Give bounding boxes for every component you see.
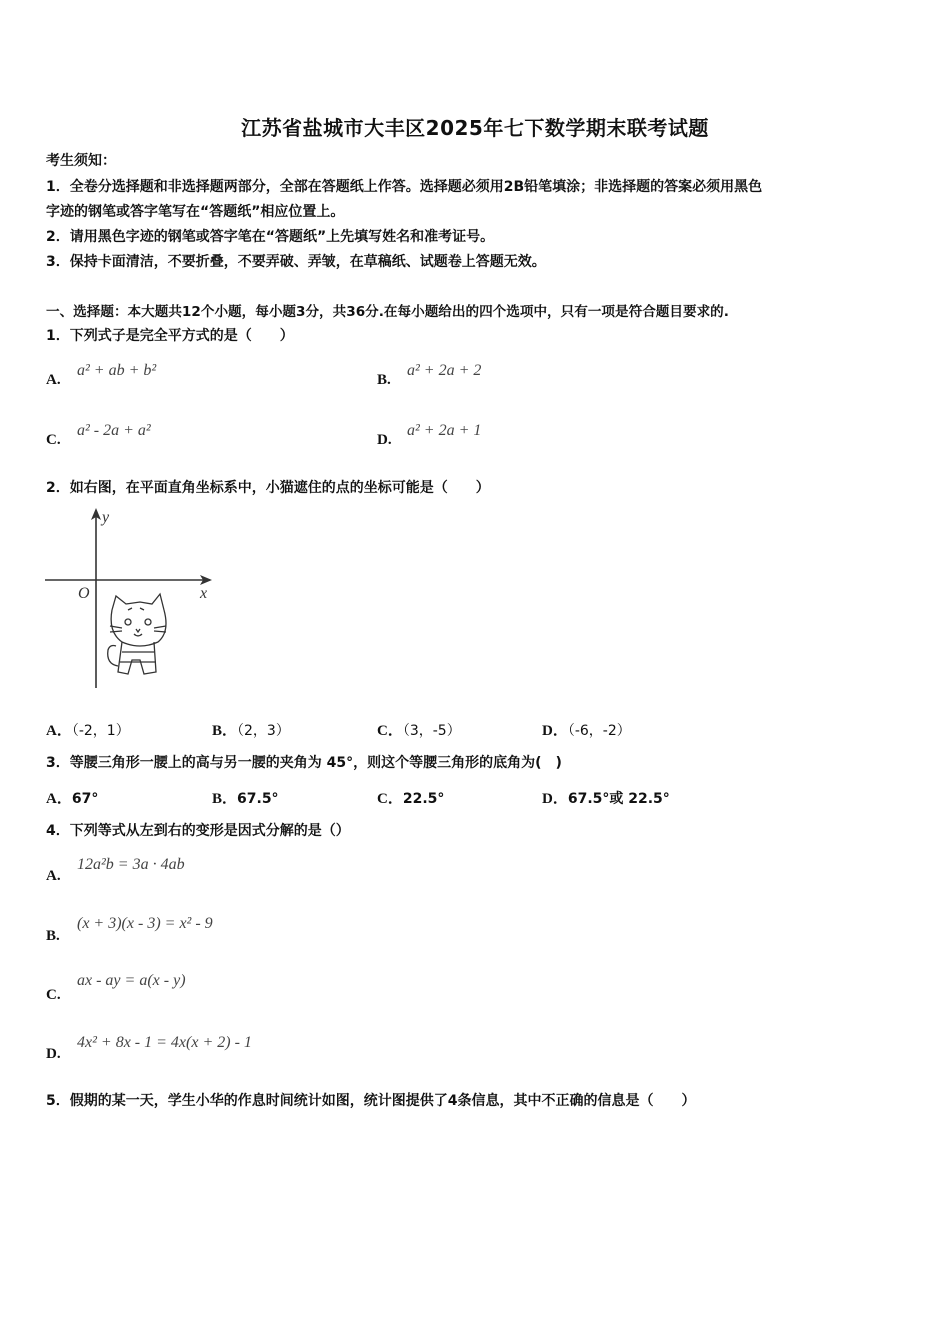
q4-option-b-label: B.: [46, 928, 60, 944]
q2-option-b-text: （2，3）: [237, 723, 290, 739]
q3-option-b-text: 67.5°: [237, 791, 279, 807]
q3-option-d-text: 67.5°或 22.5°: [567, 791, 670, 807]
page-title: 江苏省盐城市大丰区2025年七下数学期末联考试题: [241, 116, 709, 140]
q2-option-a-text: （-2，1）: [71, 723, 130, 739]
coordinate-figure: [40, 500, 230, 695]
question-3-stem: 3．等腰三角形一腰上的高与另一腰的夹角为 45°，则这个等腰三角形的底角为( ): [46, 755, 562, 771]
x-axis-label: x: [200, 585, 208, 602]
q1-option-d-label: D.: [377, 432, 392, 448]
q2-option-d-label: D．: [542, 723, 568, 739]
notice-item-2: 2．请用黑色字迹的钢笔或答字笔在“答题纸”上先填写姓名和准考证号。: [46, 229, 495, 245]
question-4-stem: 4．下列等式从左到右的变形是因式分解的是（）: [46, 823, 350, 839]
question-1-stem: 1．下列式子是完全平方式的是（ ）: [46, 328, 294, 344]
q1-option-b-expr: a² + 2a + 2: [407, 362, 482, 379]
q1-option-a-expr: a² + ab + b²: [77, 362, 157, 379]
q2-option-b-label: B．: [212, 723, 238, 739]
q4-option-c-label: C.: [46, 987, 61, 1003]
q3-option-a-text: 67°: [71, 791, 99, 807]
y-axis-label: y: [102, 509, 110, 526]
q1-option-b-label: B.: [377, 372, 391, 388]
q4-option-b-expr: (x + 3)(x - 3) = x² - 9: [77, 915, 213, 932]
q3-option-c: [377, 787, 444, 808]
q4-option-d-label: D.: [46, 1046, 61, 1062]
q2-option-d-text: （-6，-2）: [567, 723, 631, 739]
q2-option-d: [542, 719, 631, 740]
q1-option-c-label: C.: [46, 432, 61, 448]
notice-item-1-cont: 字迹的钢笔或答字笔写在“答题纸”相应位置上。: [46, 204, 345, 220]
q3-option-d-label: D．: [542, 791, 568, 807]
q2-option-b: [212, 719, 290, 740]
q3-option-b-label: B．: [212, 791, 238, 807]
q2-option-a-label: A．: [46, 723, 72, 739]
q3-option-c-label: C．: [377, 791, 403, 807]
q3-option-b: [212, 787, 279, 808]
question-2-stem: 2．如右图，在平面直角坐标系中，小猫遮住的点的坐标可能是（ ）: [46, 480, 490, 496]
q1-option-c-expr: a² - 2a + a²: [77, 422, 151, 439]
q4-option-c-expr: ax - ay = a(x - y): [77, 972, 186, 989]
cat-illustration: [108, 594, 166, 674]
q4-option-a-label: A.: [46, 868, 61, 884]
q2-option-c-label: C．: [377, 723, 403, 739]
q1-option-a-label: A.: [46, 372, 61, 388]
q3-option-a-label: A．: [46, 791, 72, 807]
q2-option-c-text: （3，-5）: [402, 723, 461, 739]
origin-label: O: [78, 585, 90, 602]
notice-item-3: 3．保持卡面清洁，不要折叠，不要弄破、弄皱，在草稿纸、试题卷上答题无效。: [46, 254, 546, 270]
q4-option-a-expr: 12a²b = 3a · 4ab: [77, 856, 185, 873]
q2-option-a: [46, 719, 130, 740]
q3-option-d: [542, 787, 670, 808]
q3-option-c-text: 22.5°: [402, 791, 445, 807]
notice-item-1: 1．全卷分选择题和非选择题两部分，全部在答题纸上作答。选择题必须用2B铅笔填涂；非选择题的答案必须用黑色: [46, 179, 763, 195]
q3-option-a: [46, 787, 98, 808]
notice-heading: 考生须知：: [46, 153, 116, 169]
q2-option-c: [377, 719, 461, 740]
question-5-stem: 5．假期的某一天，学生小华的作息时间统计如图，统计图提供了4条信息，其中不正确的信息是（ ）: [46, 1093, 696, 1109]
section-heading: 一、选择题：本大题共12个小题，每小题3分，共36分.在每小题给出的四个选项中，只有一项是符合题目要求的.: [46, 304, 729, 320]
q4-option-d-expr: 4x² + 8x - 1 = 4x(x + 2) - 1: [77, 1034, 252, 1051]
q1-option-d-expr: a² + 2a + 1: [407, 422, 482, 439]
